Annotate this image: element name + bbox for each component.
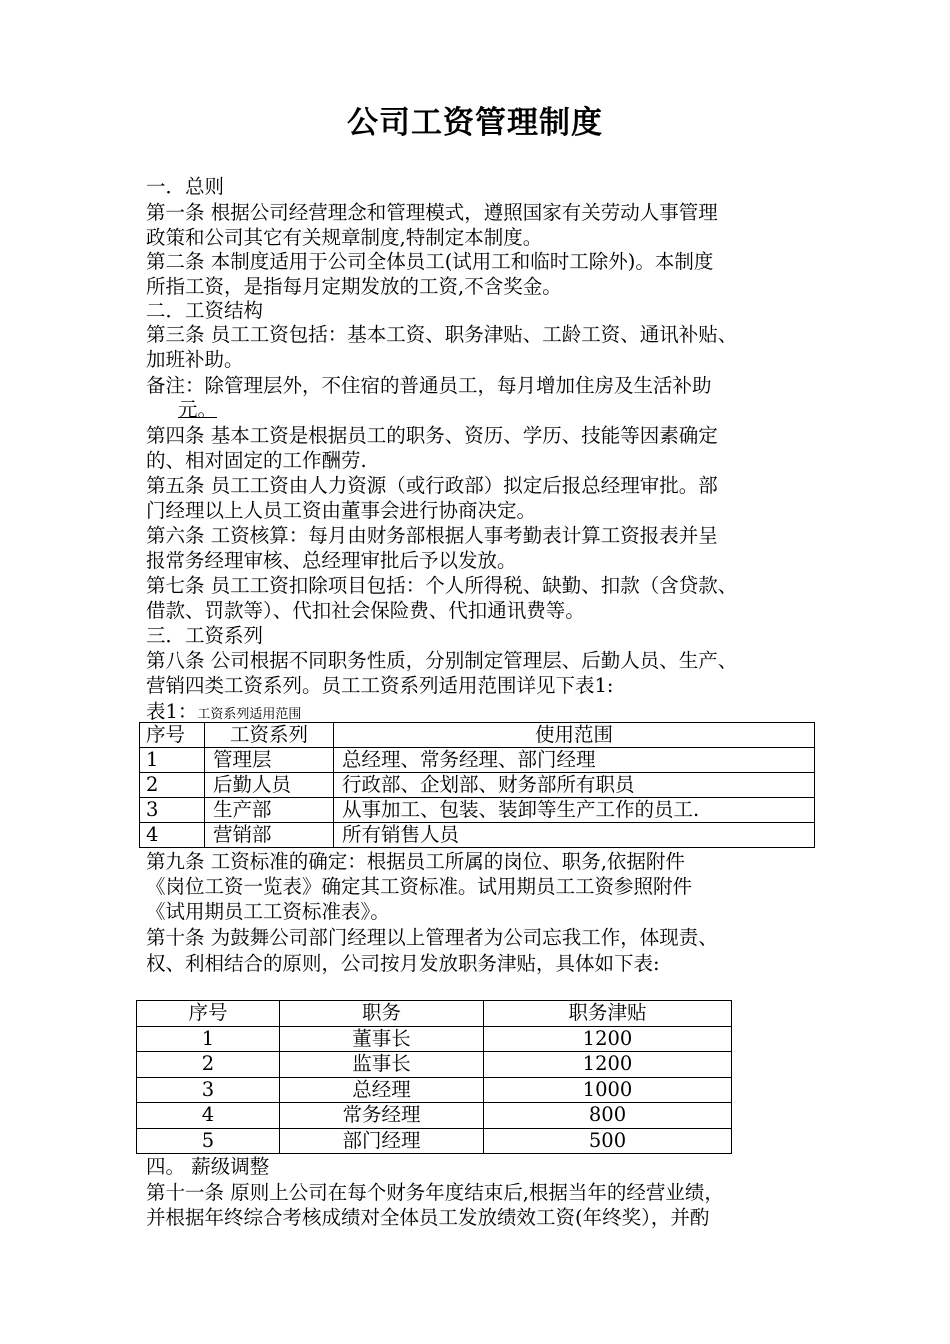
table-cell: 总经理、常务经理、部门经理 (334, 748, 815, 773)
table-cell: 3 (140, 798, 205, 823)
paragraph-line: 加班补助。 (146, 348, 244, 371)
paragraph-line: 第八条 公司根据不同职务性质，分别制定管理层、后勤人员、生产、 (146, 649, 738, 672)
section-heading-2: 二．工资结构 (146, 299, 264, 322)
table-cell: 3 (137, 1077, 280, 1103)
table-cell: 2 (140, 773, 205, 798)
position-allowance-table (136, 1000, 732, 1154)
section-heading-4: 四。 薪级调整 (146, 1155, 270, 1178)
table-cell: 4 (137, 1103, 280, 1129)
table-cell: 从事加工、包装、装卸等生产工作的员工. (334, 798, 815, 823)
table-row (137, 1077, 732, 1103)
paragraph-line: 门经理以上人员工资由董事会进行协商决定。 (146, 499, 537, 522)
paragraph-line: 并根据年终综合考核成绩对全体员工发放绩效工资(年终奖），并酌 (146, 1206, 710, 1229)
table-cell: 总经理 (280, 1077, 484, 1103)
table-cell: 1 (140, 748, 205, 773)
paragraph-line: 《岗位工资一览表》确定其工资标准。试用期员工工资参照附件 (146, 875, 693, 898)
table-cell: 2 (137, 1052, 280, 1078)
paragraph-line: 第二条 本制度适用于公司全体员工(试用工和临时工除外)。本制度 (146, 250, 714, 273)
section-heading-3: 三．工资系列 (146, 624, 264, 647)
table-cell: 1000 (484, 1077, 732, 1103)
table-header-cell: 序号 (137, 1001, 280, 1027)
table-cell: 监事长 (280, 1052, 484, 1078)
table-cell: 所有销售人员 (334, 823, 815, 848)
table-cell: 生产部 (205, 798, 334, 823)
paragraph-line: 第五条 员工工资由人力资源（或行政部）拟定后报总经理审批。部 (146, 474, 718, 497)
table-cell: 4 (140, 823, 205, 848)
paragraph-line: 第三条 员工工资包括：基本工资、职务津贴、工龄工资、通讯补贴、 (146, 323, 738, 346)
table-cell: 部门经理 (280, 1128, 484, 1154)
table-cell: 5 (137, 1128, 280, 1154)
table-cell: 1200 (484, 1026, 732, 1052)
paragraph-line: 第六条 工资核算：每月由财务部根据人事考勤表计算工资报表并呈 (146, 524, 718, 547)
paragraph-line: 权、利相结合的原则，公司按月发放职务津贴，具体如下表: (146, 952, 660, 975)
note-line-continued: 元。 (178, 398, 218, 421)
table-header-cell: 职务 (280, 1001, 484, 1027)
table-row (137, 1026, 732, 1052)
table1-caption-text: 工资系列适用范围 (197, 707, 302, 722)
table-cell: 营销部 (205, 823, 334, 848)
paragraph-line: 的、相对固定的工作酬劳. (146, 449, 367, 472)
table-cell: 800 (484, 1103, 732, 1129)
table-cell: 常务经理 (280, 1103, 484, 1129)
table-header-row (140, 723, 815, 748)
table-cell: 董事长 (280, 1026, 484, 1052)
table-cell: 1200 (484, 1052, 732, 1078)
table-cell: 1 (137, 1026, 280, 1052)
paragraph-line: 第一条 根据公司经营理念和管理模式，遵照国家有关劳动人事管理 (146, 201, 718, 224)
paragraph-line: 借款、罚款等）、代扣社会保险费、代扣通讯费等。 (146, 599, 585, 622)
table-cell: 管理层 (205, 748, 334, 773)
paragraph-line: 第十条 为鼓舞公司部门经理以上管理者为公司忘我工作，体现责、 (146, 926, 718, 949)
table1-caption-prefix: 表1： (146, 700, 198, 723)
paragraph-line: 第四条 基本工资是根据员工的职务、资历、学历、技能等因素确定 (146, 424, 718, 447)
paragraph-line: 营销四类工资系列。员工工资系列适用范围详见下表1: (146, 674, 614, 697)
paragraph-line: 《试用期员工工资标准表》。 (146, 900, 390, 923)
table-header-cell: 序号 (140, 723, 205, 748)
section-heading-1: 一．总则 (146, 175, 225, 198)
table-cell: 行政部、企划部、财务部所有职员 (334, 773, 815, 798)
table-row (137, 1128, 732, 1154)
note-line: 备注：除管理层外，不住宿的普通员工，每月增加住房及生活补助 (146, 374, 712, 397)
paragraph-line: 政策和公司其它有关规章制度,特制定本制度。 (146, 226, 543, 249)
table-row (140, 748, 815, 773)
table-row (137, 1052, 732, 1078)
table-cell: 500 (484, 1128, 732, 1154)
paragraph-line: 报常务经理审核、总经理审批后予以发放。 (146, 549, 517, 572)
table-header-cell: 使用范围 (334, 723, 815, 748)
table-cell: 后勤人员 (205, 773, 334, 798)
paragraph-line: 第九条 工资标准的确定：根据员工所属的岗位、职务,依据附件 (146, 850, 685, 873)
paragraph-line: 第十一条 原则上公司在每个财务年度结束后,根据当年的经营业绩， (146, 1181, 724, 1204)
table-row (137, 1103, 732, 1129)
table-header-cell: 工资系列 (205, 723, 334, 748)
salary-series-table (139, 722, 815, 848)
table-row (140, 798, 815, 823)
table-header-row (137, 1001, 732, 1027)
paragraph-line: 所指工资，是指每月定期发放的工资,不含奖金。 (146, 275, 562, 298)
table-row (140, 773, 815, 798)
paragraph-line: 第七条 员工工资扣除项目包括：个人所得税、缺勤、扣款（含贷款、 (146, 574, 738, 597)
table-row (140, 823, 815, 848)
document-title: 公司工资管理制度 (347, 105, 603, 141)
table-header-cell: 职务津贴 (484, 1001, 732, 1027)
